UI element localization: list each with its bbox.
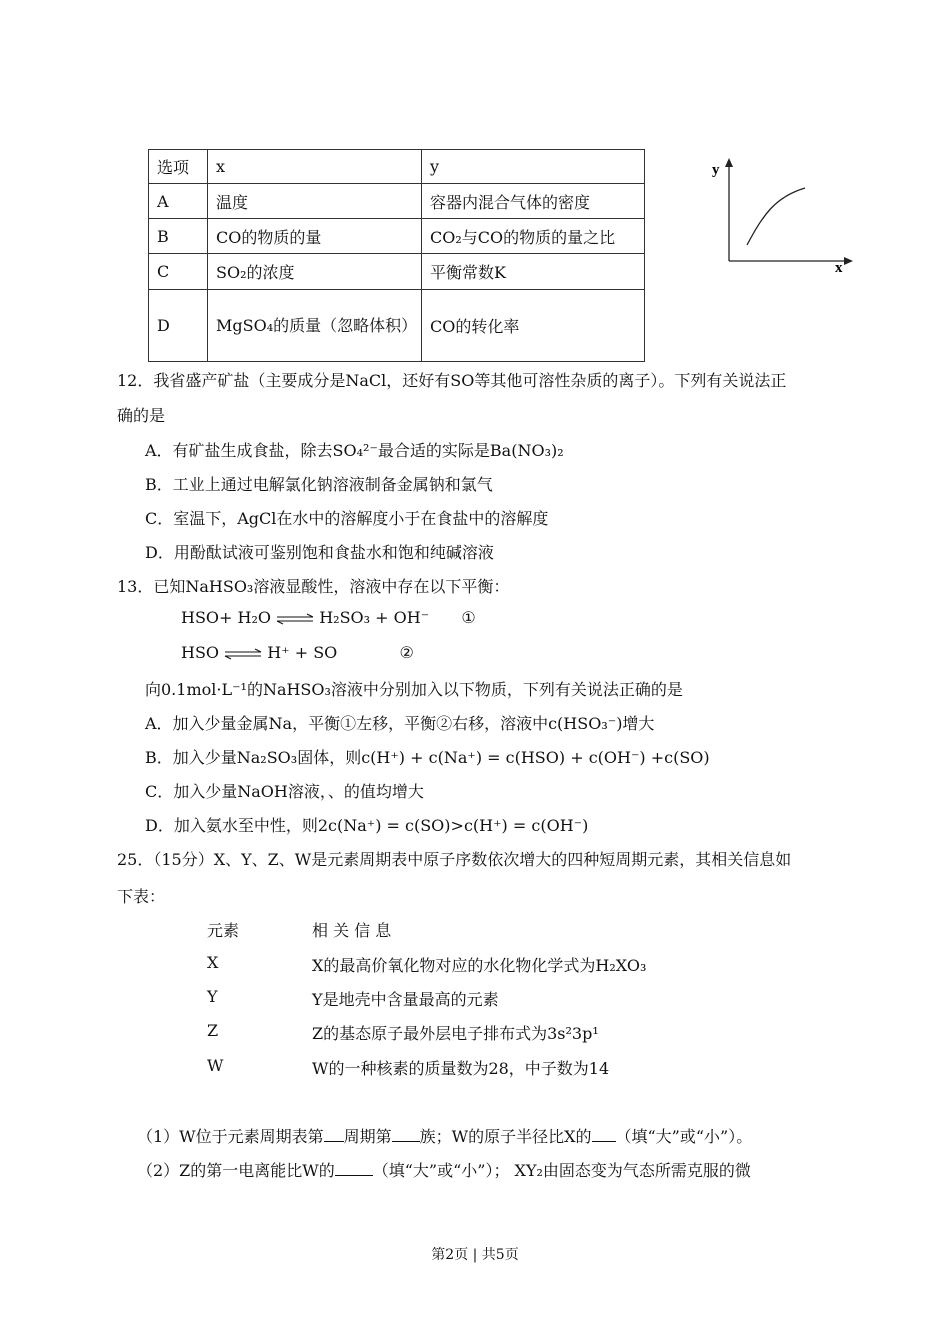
q25-part1-text-b: 周期第 [343, 1127, 392, 1146]
row-b-option: B [149, 219, 208, 254]
options-table [148, 149, 645, 362]
q12-option-a: A．有矿盐生成食盐，除去SO₄²⁻最合适的实际是Ba(NO₃)₂ [145, 441, 564, 460]
q25-part2-text-a: （2）Z的第一电离能比W的 [137, 1161, 335, 1180]
q25-part1-text-d: （填“大”或“小”）。 [615, 1127, 753, 1146]
row-a-x: 温度 [208, 184, 422, 219]
element-y-info: Y是地壳中含量最高的元素 [312, 990, 499, 1009]
q25-col-element: 元素 [207, 921, 240, 940]
row-c-x: SO₂的浓度 [208, 254, 422, 290]
answer-blank-group[interactable] [392, 1127, 420, 1142]
row-d-x: MgSO₄的质量（忽略体积） [208, 290, 422, 362]
q25-stem-line1: 25．（15分）X、Y、Z、W是元素周期表中原子序数依次增大的四种短周期元素，其相关信息如 [117, 850, 792, 869]
row-c-option: C [149, 254, 208, 290]
row-b-y: CO₂与CO的物质的量之比 [422, 219, 645, 254]
q25-part1-text-a: （1）W位于元素周期表第 [137, 1127, 324, 1146]
row-a-option: A [149, 184, 208, 219]
eq2-left: HSO [181, 643, 220, 662]
x-axis-label: x [835, 260, 843, 276]
equilibrium-1 [181, 608, 476, 627]
row-c-y: 平衡常数K [422, 254, 645, 290]
eq1-number: ① [461, 608, 476, 627]
q12-stem-line1: 12．我省盛产矿盐（主要成分是NaCl，还好有SO等其他可溶性杂质的离子）。下列有关说法正 [117, 371, 787, 390]
q13-option-d: D．加入氨水至中性，则2c(Na⁺) = c(SO)>c(H⁺) = c(OH⁻) [145, 816, 589, 835]
q12-stem-line2: 确的是 [117, 406, 166, 425]
equilibrium-2 [181, 643, 414, 662]
reversible-arrow-icon [224, 648, 262, 660]
q25-part2 [137, 1158, 751, 1181]
answer-blank-radius[interactable] [592, 1127, 616, 1142]
row-b-x: CO的物质的量 [208, 219, 422, 254]
q12-option-b: B．工业上通过电解氯化钠溶液制备金属钠和氯气 [145, 475, 493, 494]
y-axis-label: y [712, 162, 720, 178]
q12-option-d: D．用酚酞试液可鉴别饱和食盐水和饱和纯碱溶液 [145, 543, 494, 562]
q25-stem-line2: 下表： [117, 887, 166, 906]
q25-col-info: 相 关 信 息 [312, 921, 392, 940]
header-option: 选项 [149, 150, 208, 184]
q25-part1 [137, 1124, 752, 1147]
element-y: Y [207, 987, 218, 1006]
page-footer: 第2页 | 共5页 [431, 1247, 519, 1263]
answer-blank-period[interactable] [324, 1127, 344, 1142]
q13-intro: 向0.1mol·L⁻¹的NaHSO₃溶液中分别加入以下物质，下列有关说法正确的是 [145, 680, 683, 699]
element-z-info: Z的基态原子最外层电子排布式为3s²3p¹ [312, 1024, 599, 1043]
eq1-right: H₂SO₃ + OH⁻ [319, 608, 430, 627]
element-z: Z [207, 1021, 219, 1040]
eq2-number: ② [399, 643, 414, 662]
q13-option-c: C．加入少量NaOH溶液，、的值均增大 [145, 782, 424, 801]
row-d-y: CO的转化率 [422, 290, 645, 362]
q13-stem: 13．已知NaHSO₃溶液显酸性，溶液中存在以下平衡： [117, 577, 510, 596]
element-x: X [207, 953, 219, 972]
eq2-right: H⁺ + SO [267, 643, 338, 662]
row-a-y: 容器内混合气体的密度 [422, 184, 645, 219]
element-w-info: W的一种核素的质量数为28，中子数为14 [312, 1059, 610, 1078]
q25-part2-text-b: （填“大”或“小”）； XY₂由固态变为气态所需克服的微 [372, 1161, 751, 1180]
y-x-graph [705, 155, 855, 280]
q13-option-b: B．加入少量Na₂SO₃固体，则c(H⁺) + c(Na⁺) = c(HSO) + c(OH⁻) +c(SO) [145, 748, 710, 767]
answer-blank-ionization[interactable] [335, 1161, 373, 1176]
header-x: x [208, 150, 422, 184]
reversible-arrow-icon [276, 613, 314, 625]
eq1-left: HSO+ H₂O [181, 608, 272, 627]
q13-option-a: A．加入少量金属Na，平衡①左移，平衡②右移，溶液中c(HSO₃⁻)增大 [145, 714, 655, 733]
element-w: W [207, 1056, 224, 1075]
element-x-info: X的最高价氧化物对应的水化物化学式为H₂XO₃ [312, 956, 647, 975]
q12-option-c: C．室温下，AgCl在水中的溶解度小于在食盐中的溶解度 [145, 509, 549, 528]
q25-part1-text-c: 族；W的原子半径比X的 [419, 1127, 592, 1146]
header-y: y [422, 150, 645, 184]
row-d-option: D [149, 290, 208, 362]
